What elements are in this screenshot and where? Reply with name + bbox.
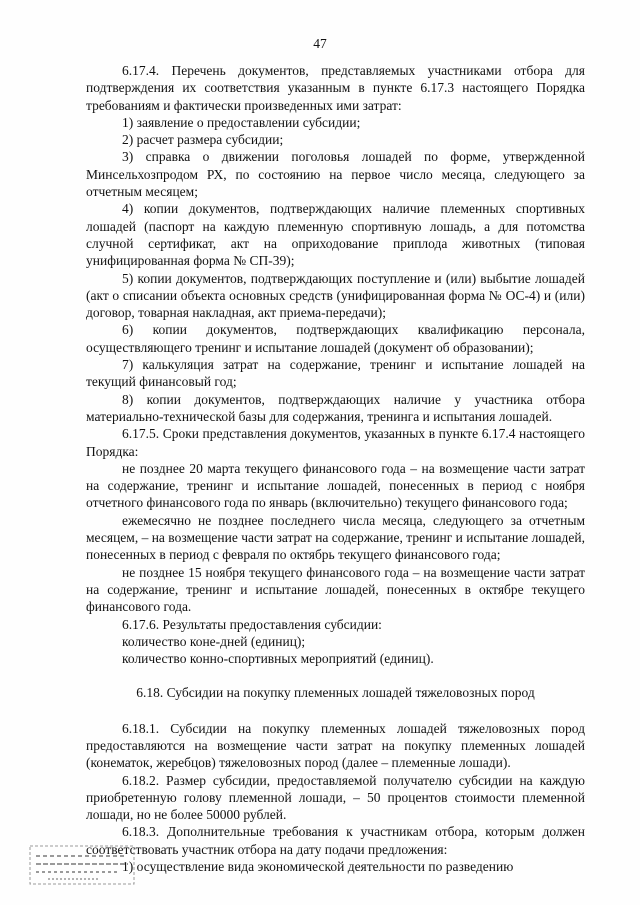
paragraph-6-18-2: 6.18.2. Размер субсидии, предоставляемой получателю субсидии на каждую приобретенную голову племенной лошади, – 50 процентов стоимости племенной лошади, но не более 50000 рублей.	[86, 772, 585, 823]
paragraph-6-18-3: 6.18.3. Дополнительные требования к участникам отбора, которым должен соответствовать участник отбора на дату подачи предложения:	[86, 824, 585, 857]
page-number: 47	[313, 36, 327, 51]
list-item-6-17-6-2: количество конно-спортивных мероприятий (единиц).	[122, 651, 434, 667]
list-item-6-17-4-6: 6) копии документов, подтверждающих квалификацию персонала, осуществляющего тренинг и испытание лошадей (документ об образовании);	[86, 322, 585, 355]
list-item-6-17-4-2: 2) расчет размера субсидии;	[122, 132, 284, 148]
section-heading-6-18: 6.18. Субсидии на покупку племенных лошадей тяжеловозных пород	[136, 685, 535, 701]
list-item-6-17-4-3: 3) справка о движении поголовья лошадей по форме, утвержденной Минсельхозпродом РХ, по состоянию на первое число месяца, следующего за отчетным месяцем;	[86, 149, 585, 200]
list-item-6-17-4-1: 1) заявление о предоставлении субсидии;	[122, 114, 361, 130]
list-item-6-17-5-2: ежемесячно не позднее последнего числа месяца, следующего за отчетным месяцем, – на возмещение части затрат на содержание, тренинг и испытание лошадей, понесенных в период с февраля по октябрь текущего финансового года;	[86, 512, 585, 563]
list-item-6-17-5-3: не позднее 15 ноября текущего финансового года – на возмещение части затрат на содержание, тренинг и испытание лошадей, понесенных в октябре текущего финансового года.	[86, 564, 585, 615]
official-stamp-mark	[28, 840, 138, 888]
list-item-6-18-3-1: 1) осуществление вида экономической деятельности по разведению	[122, 859, 514, 875]
paragraph-6-17-6: 6.17.6. Результаты предоставления субсидии:	[122, 616, 382, 632]
document-body	[86, 62, 585, 875]
list-item-6-17-5-1: не позднее 20 марта текущего финансового года – на возмещение части затрат на содержание, тренинг и испытание лошадей, понесенных в период с ноября отчетного финансового года по январь (включительно) текущего финансового года;	[86, 460, 585, 511]
list-item-6-17-4-5: 5) копии документов, подтверждающих поступление и (или) выбытие лошадей (акт о списании объекта основных средств (унифицированная форма № ОС-4) и (или) договор, товарная накладная, акт приема-передачи);	[86, 270, 585, 321]
list-item-6-17-4-4: 4) копии документов, подтверждающих наличие племенных спортивных лошадей (паспорт на каждую племенную спортивную лошадь, а для потомства случной сертификат, акт на оприходование приплода животных (типовая унифицированная форма № СП-39);	[86, 201, 585, 269]
paragraph-6-18-1: 6.18.1. Субсидии на покупку племенных лошадей тяжеловозных пород предоставляются на возмещение части затрат на покупку племенных лошадей (конематок, жеребцов) тяжеловозных пород (далее – племенные лошади).	[86, 720, 585, 771]
list-item-6-17-4-7: 7) калькуляция затрат на содержание, тренинг и испытание лошадей на текущий финансовый год;	[86, 357, 585, 390]
paragraph-6-17-4: 6.17.4. Перечень документов, представляемых участниками отбора для подтверждения их соответствия указанным в пункте 6.17.3 настоящего Порядка требованиям и фактически произведенных ими затрат:	[86, 63, 585, 113]
paragraph-6-17-5: 6.17.5. Сроки представления документов, указанных в пункте 6.17.4 настоящего Порядка:	[86, 426, 585, 459]
list-item-6-17-4-8: 8) копии документов, подтверждающих наличие у участника отбора материально-технической базы для содержания, тренинга и испытания лошадей.	[86, 391, 585, 424]
list-item-6-17-6-1: количество коне-дней (единиц);	[122, 633, 306, 649]
